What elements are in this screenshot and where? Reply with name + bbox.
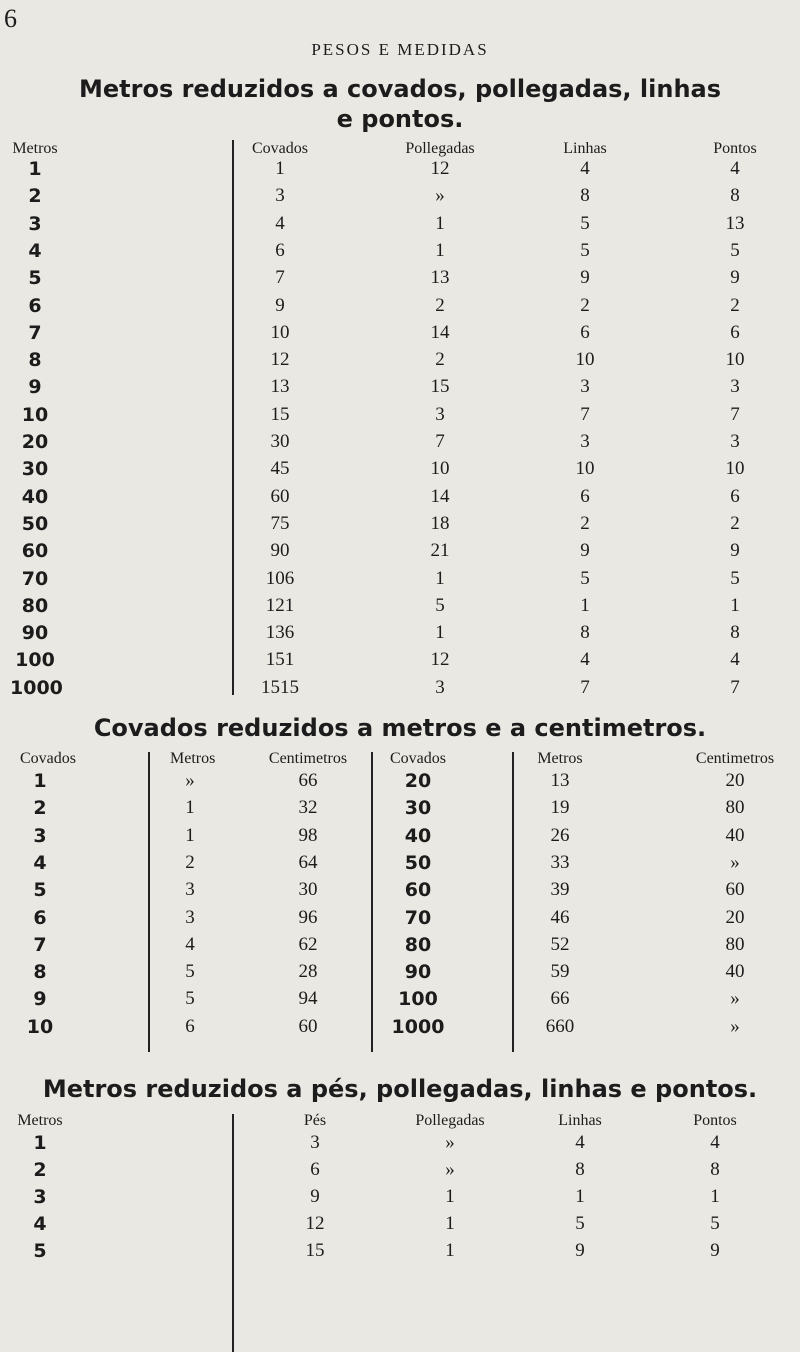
table3-cell: 15 (305, 1240, 325, 1261)
table1-cell: 1515 (261, 676, 299, 698)
table3-cell: 1 (33, 1132, 47, 1154)
table2-cell: 5 (33, 879, 47, 902)
table1 (0, 140, 800, 700)
table3-cell: » (445, 1132, 455, 1153)
table1-cell: 7 (730, 676, 740, 698)
table1-cell: 9 (275, 294, 285, 316)
table1-title-line2: e pontos. (336, 105, 464, 133)
table1-header-0: Metros (12, 140, 58, 157)
table1-cell: 7 (435, 431, 445, 452)
table1-cell: 3 (730, 376, 740, 398)
table1-cell: 3 (730, 431, 740, 452)
table1-cell: 60 (270, 485, 290, 507)
table1-cell: 3 (435, 676, 445, 698)
table1-cell: 15 (430, 376, 450, 398)
table1-cell: 7 (580, 676, 590, 698)
table3-cell: 4 (710, 1132, 720, 1153)
table2-cell: 60 (298, 1015, 318, 1037)
table3-cell: 9 (575, 1240, 585, 1261)
table1-cell: 8 (730, 622, 740, 644)
table1-cell: 6 (580, 485, 590, 507)
table3-cell: 3 (310, 1132, 320, 1153)
table2 (0, 750, 800, 1070)
table1-header-2: Pollegadas (405, 140, 475, 157)
table3-header-4: Pontos (693, 1112, 737, 1129)
table1-rule (232, 140, 234, 695)
table1-cell: 3 (275, 185, 285, 207)
table2-cell: 60 (404, 879, 432, 902)
table1-cell: 7 (275, 267, 285, 289)
table2-cell: 98 (298, 824, 318, 846)
table1-cell: 100 (15, 649, 55, 672)
table2-cell: 9 (33, 988, 47, 1011)
table1-cell: 3 (435, 403, 445, 425)
table2-cell: 2 (185, 851, 195, 873)
table1-cell: 9 (580, 267, 590, 289)
table1-cell: 4 (730, 158, 740, 179)
table1-cell: 75 (270, 512, 290, 534)
table3-header-3: Linhas (558, 1112, 602, 1129)
table1-cell: 1 (28, 158, 42, 180)
table1-cell: 6 (275, 239, 285, 261)
table1-cell: 1 (435, 212, 445, 234)
table1-header-4: Pontos (713, 140, 757, 157)
table1-cell: 151 (265, 649, 295, 671)
table1-cell: 10 (575, 458, 595, 480)
table3-cell: 5 (575, 1213, 585, 1234)
table2-cell: 90 (404, 961, 432, 984)
table2-cell: 28 (298, 961, 318, 983)
table3 (0, 1112, 800, 1352)
table3-cell: 8 (710, 1159, 720, 1180)
table3-cell: 8 (575, 1159, 585, 1180)
table2-cell: 1000 (391, 1015, 445, 1038)
table3-cell: 3 (33, 1186, 47, 1208)
table2-cell: 20 (725, 906, 745, 928)
table3-cell: 1 (575, 1186, 585, 1207)
table3-cell: 4 (575, 1132, 585, 1153)
table2-cell: 66 (298, 770, 318, 791)
table1-cell: 15 (270, 403, 290, 425)
table2-cell: 5 (185, 988, 195, 1010)
table3-header-2: Pollegadas (415, 1112, 485, 1129)
table1-cell: 60 (21, 540, 49, 563)
table3-cell: 9 (310, 1186, 320, 1207)
table2-cell: 80 (725, 933, 745, 955)
table1-cell: 6 (580, 321, 590, 343)
table1-cell: 2 (580, 294, 590, 316)
table2-cell: 96 (298, 906, 318, 928)
table2-cell: 40 (404, 824, 432, 847)
table2-cell: » (185, 770, 195, 791)
table1-cell: 12 (270, 349, 290, 371)
table1-title-line1: Metros reduzidos a covados, pollegadas, linhas (78, 75, 722, 103)
table1-cell: 9 (580, 540, 590, 562)
table1-cell: 4 (28, 239, 42, 262)
table2-cell: 1 (185, 824, 195, 846)
table1-cell: 7 (580, 403, 590, 425)
table2-cell: 19 (550, 797, 570, 819)
table2-cell: 39 (550, 879, 570, 901)
table2-cell: 4 (33, 851, 47, 874)
table1-cell: 21 (430, 540, 450, 562)
table2-cell: 6 (33, 906, 47, 929)
table3-cell: 6 (310, 1159, 320, 1180)
table1-cell: 12 (430, 649, 450, 671)
table1-cell: 2 (580, 512, 590, 534)
table1-cell: 12 (430, 158, 450, 179)
table2-cell: 70 (404, 906, 432, 929)
table2-cell: 50 (404, 851, 432, 874)
table1-cell: 8 (28, 349, 42, 372)
table3-cell: 1 (445, 1186, 455, 1207)
table1-cell: 2 (730, 512, 740, 534)
table2-cell: 30 (298, 879, 318, 901)
table2-header-1: Metros (170, 750, 216, 767)
table1-cell: 1 (435, 567, 445, 589)
table2-header-4: Metros (537, 750, 583, 767)
table1-cell: 9 (28, 376, 42, 399)
table2-cell: » (730, 1015, 740, 1037)
table1-cell: 13 (270, 376, 290, 398)
table2-cell: 100 (398, 988, 438, 1011)
table2-cell: 30 (404, 797, 432, 820)
table1-cell: 1 (275, 158, 285, 179)
table1-cell: 20 (21, 431, 49, 453)
table1-cell: 10 (725, 458, 745, 480)
table1-cell: 13 (725, 212, 745, 234)
table1-cell: 80 (21, 594, 49, 617)
table2-cell: 59 (550, 961, 570, 983)
table1-cell: 90 (270, 540, 290, 562)
table3-cell: 1 (710, 1186, 720, 1207)
table1-cell: 4 (730, 649, 740, 671)
table2-cell: 80 (725, 797, 745, 819)
table1-cell: 70 (21, 567, 49, 590)
table1-cell: 8 (580, 185, 590, 207)
table3-cell: 1 (445, 1213, 455, 1234)
table1-cell: 50 (21, 512, 49, 535)
table1-cell: 1 (730, 594, 740, 616)
table1-cell: 4 (580, 158, 590, 179)
table2-cell: 6 (185, 1015, 195, 1037)
table2-header-0: Covados (20, 750, 76, 767)
table2-header-3: Covados (390, 750, 446, 767)
table1-cell: 2 (435, 349, 445, 371)
table1-cell: » (435, 185, 445, 207)
table1-cell: 1000 (10, 676, 63, 699)
table1-cell: 5 (28, 267, 42, 290)
table1-cell: 14 (430, 321, 450, 343)
table1-cell: 90 (21, 622, 49, 645)
table1-cell: 10 (430, 458, 450, 480)
table2-cell: 40 (725, 961, 745, 983)
table3-cell: 12 (305, 1213, 325, 1234)
table2-cell: 26 (550, 824, 570, 846)
table3-cell: 2 (33, 1159, 47, 1181)
table1-cell: 10 (575, 349, 595, 371)
table2-cell: 1 (185, 797, 195, 819)
table1-cell: 45 (270, 458, 290, 480)
table2-cell: 40 (725, 824, 745, 846)
table2-cell: 8 (33, 961, 47, 984)
table2-cell: 3 (185, 906, 195, 928)
table2-title: Covados reduzidos a metros e a centimetros. (93, 714, 707, 742)
table2-cell: 20 (404, 770, 432, 792)
table1-title (0, 74, 800, 134)
table1-cell: 1 (580, 594, 590, 616)
table2-cell: 10 (26, 1015, 54, 1038)
table1-cell: 10 (725, 349, 745, 371)
table1-cell: 4 (580, 649, 590, 671)
table1-cell: 8 (730, 185, 740, 207)
table1-cell: 4 (275, 212, 285, 234)
table1-cell: 10 (270, 321, 290, 343)
table2-header-5: Centimetros (695, 750, 775, 767)
table2-cell: » (730, 988, 740, 1010)
table2-cell: 32 (298, 797, 318, 819)
table1-cell: 136 (265, 622, 295, 644)
table1-cell: 5 (580, 239, 590, 261)
table3-title: Metros reduzidos a pés, pollegadas, linhas e pontos. (42, 1075, 758, 1103)
table1-cell: 5 (730, 239, 740, 261)
table2-cell: 5 (185, 961, 195, 983)
table1-cell: 5 (435, 594, 445, 616)
table2-rule (148, 752, 150, 1052)
table1-cell: 5 (730, 567, 740, 589)
table2-cell: 2 (33, 797, 47, 820)
table2-cell: 20 (725, 770, 745, 791)
table3-cell: 5 (33, 1240, 47, 1262)
table2-cell: 62 (298, 933, 318, 955)
table2-cell: 4 (185, 933, 195, 955)
table2-cell: 3 (185, 879, 195, 901)
page-number: 6 (4, 4, 17, 33)
table1-cell: 1 (435, 622, 445, 644)
table1-cell: 8 (580, 622, 590, 644)
table3-rule (232, 1114, 234, 1352)
table2-cell: 3 (33, 824, 47, 847)
table1-cell: 6 (28, 294, 42, 317)
table1-header-3: Linhas (563, 140, 607, 157)
table1-cell: 40 (21, 485, 49, 508)
table1-cell: 121 (265, 594, 295, 616)
table2-cell: 52 (550, 933, 570, 955)
table1-cell: 13 (430, 267, 450, 289)
table1-cell: 14 (430, 485, 450, 507)
table1-cell: 9 (730, 267, 740, 289)
table1-cell: 30 (270, 431, 290, 452)
table2-header-2: Centimetros (268, 750, 348, 767)
table1-cell: 7 (730, 403, 740, 425)
table1-cell: 2 (28, 185, 42, 208)
table3-header-0: Metros (17, 1112, 63, 1129)
running-head: PESOS E MEDIDAS (311, 40, 489, 59)
table2-cell: 64 (298, 851, 318, 873)
table3-cell: 9 (710, 1240, 720, 1261)
table1-cell: 3 (580, 431, 590, 452)
table2-cell: 13 (550, 770, 570, 791)
table3-header-1: Pés (303, 1112, 327, 1129)
table1-cell: 9 (730, 540, 740, 562)
table1-cell: 18 (430, 512, 450, 534)
table1-cell: 5 (580, 567, 590, 589)
table2-cell: 80 (404, 933, 432, 956)
table1-header-1: Covados (252, 140, 308, 157)
table2-cell: 46 (550, 906, 570, 928)
table1-cell: 10 (21, 403, 49, 426)
table1-cell: 106 (265, 567, 295, 589)
table1-cell: 3 (580, 376, 590, 398)
table3-cell: 4 (33, 1213, 47, 1235)
table2-cell: 1 (33, 770, 47, 792)
table2-cell: 7 (33, 933, 47, 956)
table2-cell: 33 (550, 851, 570, 873)
table1-cell: 2 (730, 294, 740, 316)
table1-cell: 3 (28, 212, 42, 235)
table2-rule (512, 752, 514, 1052)
table2-cell: 94 (298, 988, 318, 1010)
table1-cell: 6 (730, 321, 740, 343)
table2-rule (371, 752, 373, 1052)
table3-cell: 5 (710, 1213, 720, 1234)
table2-cell: 60 (725, 879, 745, 901)
table3-cell: 1 (445, 1240, 455, 1261)
table1-cell: 1 (435, 239, 445, 261)
table1-cell: 7 (28, 321, 42, 344)
table2-cell: 660 (545, 1015, 575, 1037)
table1-cell: 5 (580, 212, 590, 234)
table1-cell: 2 (435, 294, 445, 316)
table2-cell: 66 (550, 988, 570, 1010)
table3-cell: » (445, 1159, 455, 1180)
table1-cell: 30 (21, 458, 49, 481)
table2-cell: » (730, 851, 740, 873)
table1-cell: 6 (730, 485, 740, 507)
